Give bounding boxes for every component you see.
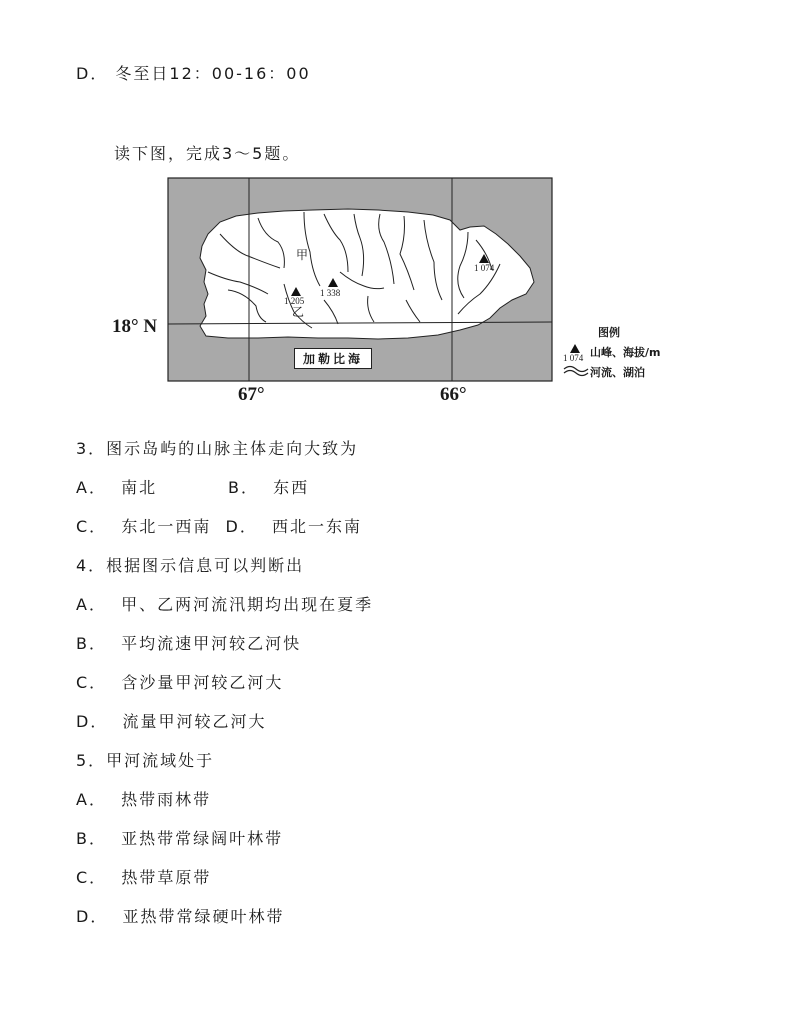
sea-label: 加勒比海 [294, 348, 372, 369]
map-figure [108, 172, 698, 412]
question-4-option-c: C． 含沙量甲河较乙河大 [76, 673, 284, 692]
question-5: 5．甲河流域处于 [76, 751, 215, 770]
longitude-66-label: 66° [440, 384, 467, 405]
legend-river-text: 河流、湖泊 [590, 366, 645, 379]
question-5-option-c: C． 热带草原带 [76, 868, 212, 887]
instruction-line: 读下图，完成3～5题。 [114, 144, 301, 163]
river-yi-label: 乙 [292, 305, 305, 319]
legend-peak-icon [570, 344, 580, 353]
question-5-option-b: B． 亚热带常绿阔叶林带 [76, 829, 284, 848]
peak-1338-label: 1 338 [320, 288, 341, 298]
question-4: 4．根据图示信息可以判断出 [76, 556, 305, 575]
legend-peak-text: 山峰、海拔/m [590, 346, 661, 359]
longitude-67-label: 67° [238, 384, 265, 405]
island-land [200, 209, 534, 339]
question-4-option-d: D． 流量甲河较乙河大 [76, 712, 267, 731]
option-d-line: D． 冬至日12：00-16：00 [76, 64, 311, 83]
river-jia-label: 甲 [296, 248, 309, 262]
question-4-option-a: A． 甲、乙两河流汛期均出现在夏季 [76, 595, 374, 614]
peak-1074-label: 1 074 [474, 263, 495, 273]
question-3-options-ab: A． 南北 B． 东西 [76, 478, 310, 497]
question-5-option-d: D． 亚热带常绿硬叶林带 [76, 907, 285, 926]
peak-1205-label: 1 205 [284, 296, 305, 306]
latitude-label: 18° N [112, 316, 158, 337]
question-5-option-a: A． 热带雨林带 [76, 790, 212, 809]
legend-title: 图例 [598, 326, 620, 339]
question-3: 3．图示岛屿的山脉主体走向大致为 [76, 439, 359, 458]
legend-peak-value: 1 074 [563, 353, 584, 363]
question-4-option-b: B． 平均流速甲河较乙河快 [76, 634, 302, 653]
question-3-options-cd: C． 东北一西南 D． 西北一东南 [76, 517, 363, 536]
